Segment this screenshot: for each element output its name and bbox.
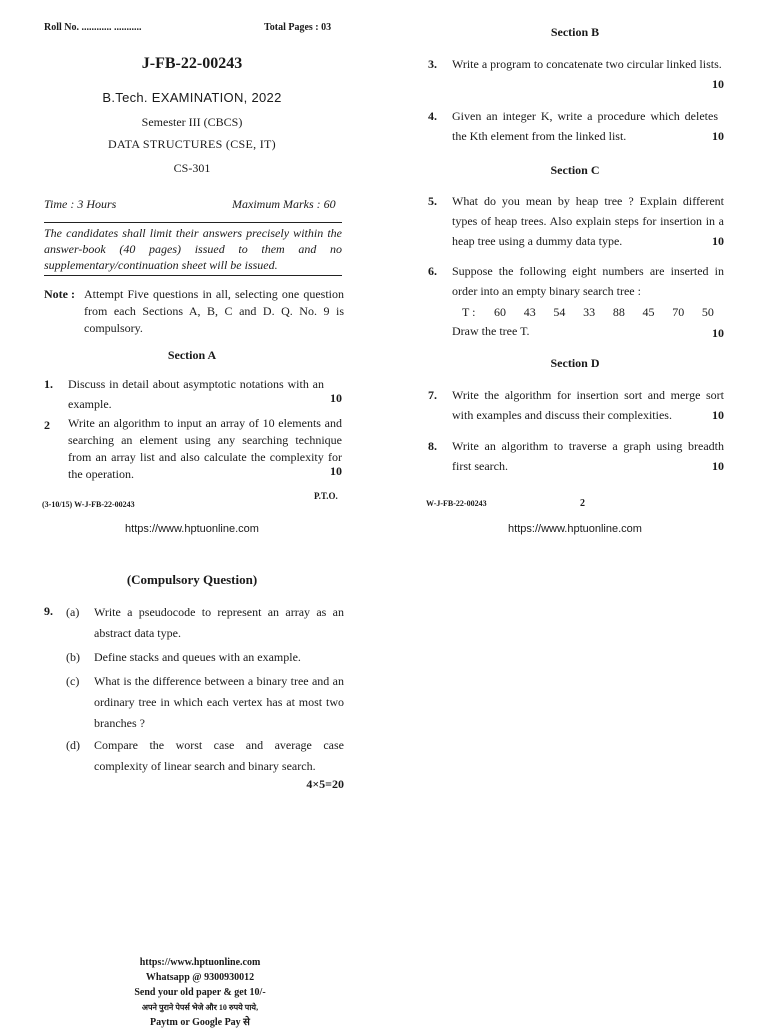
section-b-heading: Section B — [550, 25, 600, 39]
tree-value: 43 — [523, 305, 536, 319]
question-text: Given an integer K, write a procedure which deletes the Kth element from the linked list. — [452, 109, 718, 143]
sub-question-label: (a) — [66, 605, 80, 619]
question-marks: 10 — [712, 129, 724, 143]
instructions: The candidates shall limit their answers precisely within the answer-book (40 pages) issued to them and no supplementary/continuation sheet will be issued. — [44, 226, 342, 272]
maximum-marks: Maximum Marks : 60 — [232, 197, 336, 211]
sub-question-label: (d) — [66, 738, 80, 752]
question-marks: 10 — [330, 464, 342, 478]
question-text: Suppose the following eight numbers are inserted in order into an empty binary search tree : — [452, 264, 724, 298]
question-text: Write the algorithm for insertion sort and merge sort with examples and discuss their complexities. — [452, 388, 724, 422]
note-label: Note : — [44, 287, 75, 301]
question-8 — [428, 436, 724, 476]
time-allowed: Time : 3 Hours — [44, 197, 117, 211]
draw-instruction: Draw the tree T. — [452, 324, 530, 338]
section-a-heading: Section A — [167, 348, 217, 362]
roll-number: Roll No. ............ ........... — [44, 22, 142, 33]
question-number: 7. — [428, 388, 437, 402]
sub-question-text: Define stacks and queues with an example. — [94, 650, 301, 664]
question-number: 9. — [44, 604, 53, 618]
question-marks: 10 — [712, 326, 724, 340]
divider — [44, 222, 342, 223]
question-marks: 10 — [712, 459, 724, 473]
ad-offer: Send your old paper & get 10/- — [134, 987, 266, 998]
total-marks: 4×5=20 — [306, 777, 344, 791]
pto: P.T.O. — [314, 491, 338, 501]
question-number: 1. — [44, 377, 53, 391]
question-text: Discuss in detail about asymptotic notations with an example. — [68, 377, 324, 411]
tree-value: 50 — [701, 305, 714, 319]
exam-title: B.Tech. EXAMINATION, 2022 — [102, 90, 282, 105]
question-5 — [428, 191, 724, 251]
divider — [44, 275, 342, 276]
course-code: CS-301 — [173, 161, 211, 175]
semester: Semester III (CBCS) — [141, 115, 243, 129]
sub-question-d — [66, 735, 344, 777]
question-marks: 10 — [330, 391, 342, 405]
question-marks: 10 — [712, 234, 724, 248]
footer-code: W-J-FB-22-00243 — [426, 499, 487, 508]
sub-question-text: What is the difference between a binary tree and an ordinary tree in which each vertex has at most two branches ? — [94, 674, 344, 730]
question-1 — [44, 374, 342, 414]
question-number: 5. — [428, 194, 437, 208]
sub-question-label: (b) — [66, 650, 80, 664]
question-text: Write an algorithm to input an array of 10 elements and searching an element using any searching technique from an array list and also calculate the complexity for the operation. — [68, 416, 342, 481]
question-text: What do you mean by heap tree ? Explain different types of heap trees. Also explain steps for insertion in a heap tree using a dummy data type. — [452, 194, 724, 248]
paper-code: J-FB-22-00243 — [141, 55, 243, 72]
question-number: 6. — [428, 264, 437, 278]
question-number: 2 — [44, 418, 50, 432]
tree-label: T : — [462, 305, 476, 319]
sub-question-text: Write a pseudocode to represent an array as an abstract data type. — [94, 605, 344, 640]
note-text: Attempt Five questions in all, selecting one question from each Sections A, B, C and D. Q. No. 9 is compulsory. — [84, 287, 344, 335]
tree-value: 45 — [642, 305, 655, 319]
tree-value: 54 — [553, 305, 566, 319]
total-pages: Total Pages : 03 — [264, 22, 332, 33]
footer-url: https://www.hptuonline.com — [508, 523, 642, 535]
page-number: 2 — [580, 498, 585, 509]
tree-value: 33 — [583, 305, 596, 319]
ad-url: https://www.hptuonline.com — [139, 957, 261, 968]
question-4 — [428, 106, 724, 146]
footer-code: (3-10/15) W-J-FB-22-00243 — [42, 500, 135, 509]
sub-question-a — [66, 602, 344, 644]
question-text: Write a program to concatenate two circular linked lists. — [452, 57, 722, 71]
question-number: 8. — [428, 439, 437, 453]
advertisement — [100, 955, 300, 1030]
question-number: 4. — [428, 109, 437, 123]
question-2 — [44, 415, 342, 495]
ad-offer-hindi: अपने पुराने पेपर्स भेजे और 10 रुपये पाये, — [141, 1003, 259, 1012]
question-marks: 10 — [712, 77, 724, 91]
ad-whatsapp: Whatsapp @ 9300930012 — [145, 972, 255, 983]
section-c-heading: Section C — [550, 163, 600, 177]
tree-value: 60 — [494, 305, 506, 319]
question-marks: 10 — [712, 408, 724, 422]
tree-value: 70 — [672, 305, 685, 319]
question-3 — [428, 54, 724, 94]
sub-question-b — [66, 647, 344, 668]
sub-question-text: Compare the worst case and average case complexity of linear search and binary search. — [94, 738, 344, 773]
tree-values — [494, 302, 714, 322]
compulsory-heading: (Compulsory Question) — [126, 572, 258, 587]
subject: DATA STRUCTURES (CSE, IT) — [108, 137, 276, 151]
sub-question-label: (c) — [66, 674, 80, 688]
ad-payment: Paytm or Google Pay से — [150, 1017, 250, 1028]
footer-url: https://www.hptuonline.com — [125, 523, 259, 535]
sub-question-c — [66, 671, 344, 734]
question-7 — [428, 385, 724, 425]
question-number: 3. — [428, 57, 437, 71]
section-d-heading: Section D — [550, 356, 600, 370]
tree-value: 88 — [612, 305, 625, 319]
question-text: Write an algorithm to traverse a graph using breadth first search. — [452, 439, 724, 473]
question-6 — [428, 261, 724, 343]
